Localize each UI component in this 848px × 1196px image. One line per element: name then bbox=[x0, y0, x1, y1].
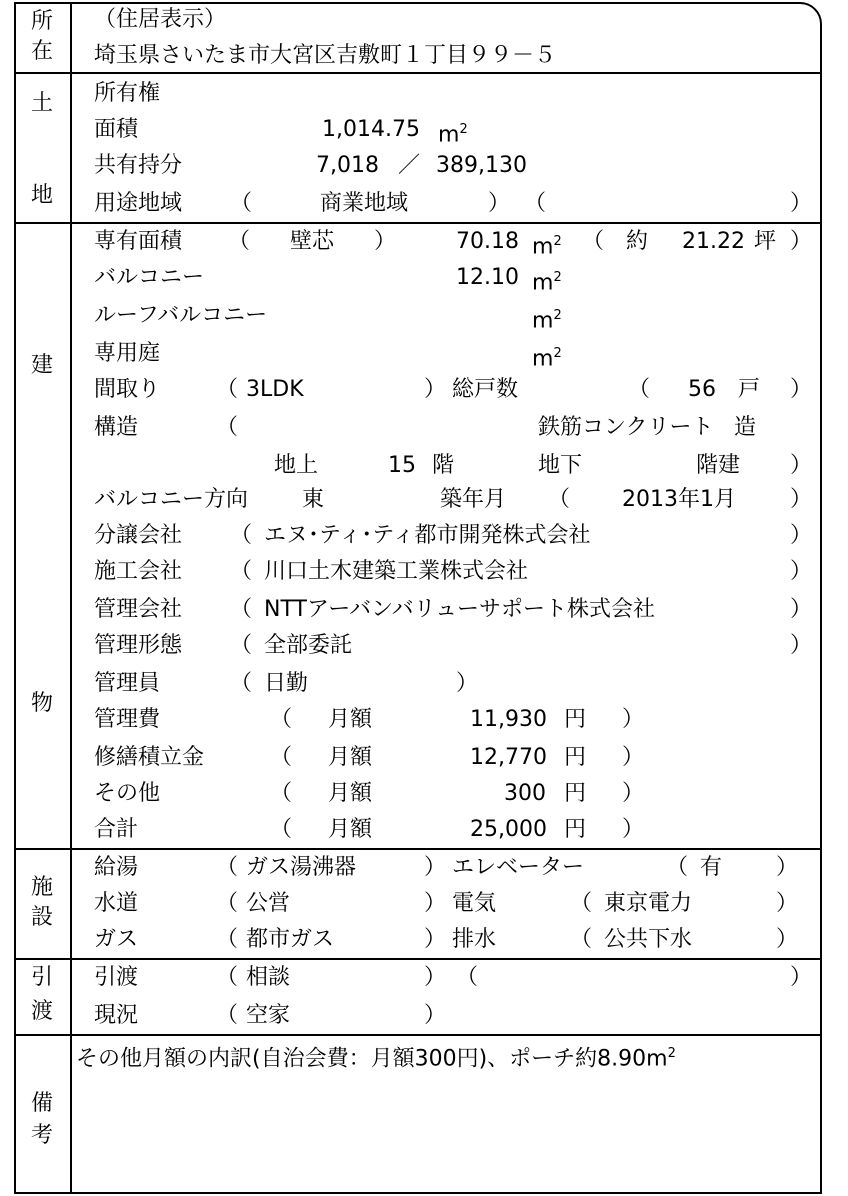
label-location-2: 在 bbox=[30, 39, 53, 64]
paren: ） bbox=[622, 745, 645, 770]
paren: ） bbox=[424, 377, 447, 402]
paren: ） bbox=[790, 633, 813, 658]
location-address: 埼玉県さいたま市大宮区吉敷町１丁目９９－５ bbox=[94, 43, 557, 68]
paren: ） bbox=[790, 453, 813, 478]
paren: （ bbox=[230, 597, 253, 622]
mgmt-type-value: 全部委託 bbox=[264, 633, 353, 658]
paren: （ bbox=[216, 927, 239, 952]
approx: 約 bbox=[626, 229, 649, 254]
balcony-label: バルコニー bbox=[94, 265, 205, 290]
handover-label: 引渡 bbox=[94, 965, 139, 990]
tsubo-unit: 坪 bbox=[754, 229, 777, 254]
paren: ） bbox=[790, 965, 813, 990]
divider-land-building bbox=[14, 222, 822, 224]
manager-value: NTTアーバンバリューサポート株式会社 bbox=[264, 597, 655, 622]
paren: （ bbox=[628, 377, 651, 402]
manager-label: 管理会社 bbox=[94, 597, 183, 622]
paren: ） bbox=[790, 229, 813, 254]
status-label: 現況 bbox=[94, 1003, 139, 1028]
drain-value: 公共下水 bbox=[604, 927, 693, 952]
other-label: その他 bbox=[94, 781, 161, 806]
paren: （ bbox=[570, 891, 593, 916]
other-value: 300 bbox=[504, 781, 546, 806]
water-value: 公営 bbox=[246, 891, 291, 916]
unit: $m^2$ bbox=[532, 234, 562, 260]
label-remarks-1: 備 bbox=[30, 1091, 53, 1116]
built-value: 2013年1月 bbox=[622, 487, 736, 512]
paren: ） bbox=[790, 377, 813, 402]
land-zoning2-open: （ bbox=[524, 191, 547, 216]
paren: （ bbox=[228, 229, 251, 254]
paren: ） bbox=[622, 707, 645, 732]
paren: （ bbox=[666, 855, 689, 880]
label-land-2: 地 bbox=[30, 183, 53, 208]
repair-value: 12,770 bbox=[470, 745, 547, 770]
constructor-label: 施工会社 bbox=[94, 559, 183, 584]
exclusive-area-value: 70.18 bbox=[456, 229, 519, 254]
floor-unit: 階 bbox=[432, 453, 455, 478]
land-zoning-value: 商業地域 bbox=[320, 191, 409, 216]
land-area-label: 面積 bbox=[94, 117, 139, 142]
column-divider bbox=[70, 2, 72, 1194]
paren: ） bbox=[424, 965, 447, 990]
below-ground: 地下 bbox=[538, 453, 583, 478]
structure-value: 鉄筋コンクリート bbox=[538, 415, 714, 440]
paren: ） bbox=[622, 781, 645, 806]
electric-label: 電気 bbox=[452, 891, 497, 916]
gas-label: ガス bbox=[94, 927, 139, 952]
developer-label: 分譲会社 bbox=[94, 523, 183, 548]
paren: ） bbox=[790, 523, 813, 548]
electric-value: 東京電力 bbox=[604, 891, 693, 916]
floor-building: 階建 bbox=[696, 453, 741, 478]
layout-value: 3LDK bbox=[246, 377, 304, 402]
balcony-dir-label: バルコニー方向 bbox=[94, 487, 249, 512]
paren: ） bbox=[790, 559, 813, 584]
label-building-2: 物 bbox=[30, 691, 53, 716]
paren: ） bbox=[374, 229, 397, 254]
yen: 円 bbox=[564, 781, 587, 806]
paren: （ bbox=[456, 965, 479, 990]
status-value: 空家 bbox=[246, 1003, 291, 1028]
label-handover-2: 渡 bbox=[30, 999, 53, 1024]
label-facilities-2: 設 bbox=[30, 905, 53, 930]
monthly: 月額 bbox=[328, 817, 373, 842]
wall-center: 壁芯 bbox=[290, 229, 335, 254]
paren: （ bbox=[216, 855, 239, 880]
land-zoning-label: 用途地域 bbox=[94, 191, 183, 216]
elevator-label: エレベーター bbox=[452, 855, 585, 880]
layout-label: 間取り bbox=[94, 377, 161, 402]
yen: 円 bbox=[564, 707, 587, 732]
paren: （ bbox=[216, 377, 239, 402]
mgmt-type-label: 管理形態 bbox=[94, 633, 183, 658]
unit: $m^2$ bbox=[532, 270, 562, 296]
mgmt-fee-label: 管理費 bbox=[94, 707, 161, 732]
label-remarks-2: 考 bbox=[30, 1123, 53, 1148]
label-building-1: 建 bbox=[30, 353, 53, 378]
structure-label: 構造 bbox=[94, 415, 139, 440]
paren: ） bbox=[424, 855, 447, 880]
paren: （ bbox=[216, 415, 239, 440]
paren: ） bbox=[790, 487, 813, 512]
divider-facilities-handover bbox=[14, 958, 822, 960]
units-suffix: 戸 bbox=[738, 377, 761, 402]
handover-value: 相談 bbox=[246, 965, 291, 990]
structure-suffix: 造 bbox=[734, 415, 757, 440]
janitor-label: 管理員 bbox=[94, 671, 161, 696]
unit: $m^2$ bbox=[532, 308, 562, 334]
paren: ） bbox=[456, 671, 479, 696]
hot-water-label: 給湯 bbox=[94, 855, 139, 880]
land-share-den: 389,130 bbox=[436, 153, 527, 178]
land-share-num: 7,018 bbox=[316, 153, 379, 178]
yen: 円 bbox=[564, 745, 587, 770]
paren: （ bbox=[216, 965, 239, 990]
paren: ） bbox=[776, 855, 799, 880]
land-area-value: 1,014.75 bbox=[322, 117, 420, 142]
private-garden-label: 専用庭 bbox=[94, 341, 161, 366]
exclusive-area-label: 専有面積 bbox=[94, 229, 183, 254]
divider-handover-remarks bbox=[14, 1034, 822, 1036]
paren: （ bbox=[270, 817, 293, 842]
total-label: 合計 bbox=[94, 817, 139, 842]
land-share-label: 共有持分 bbox=[94, 153, 183, 178]
constructor-value: 川口土木建築工業株式会社 bbox=[264, 559, 529, 584]
monthly: 月額 bbox=[328, 745, 373, 770]
balcony-value: 12.10 bbox=[456, 265, 519, 290]
unit: $m^2$ bbox=[532, 346, 562, 372]
paren: （ bbox=[270, 745, 293, 770]
paren: （ bbox=[582, 229, 605, 254]
monthly: 月額 bbox=[328, 781, 373, 806]
yen: 円 bbox=[564, 817, 587, 842]
paren: （ bbox=[230, 523, 253, 548]
total-value: 25,000 bbox=[470, 817, 547, 842]
land-share-slash: ／ bbox=[398, 153, 421, 178]
paren: （ bbox=[230, 633, 253, 658]
hot-water-value: ガス湯沸器 bbox=[246, 855, 357, 880]
location-note: （住居表示） bbox=[94, 7, 227, 32]
janitor-value: 日勤 bbox=[264, 671, 309, 696]
land-zoning2-close: ） bbox=[790, 191, 813, 216]
paren: （ bbox=[548, 487, 571, 512]
label-handover-1: 引 bbox=[30, 965, 53, 990]
land-zoning-close: ） bbox=[488, 191, 511, 216]
paren: ） bbox=[424, 891, 447, 916]
balcony-dir-value: 東 bbox=[302, 487, 325, 512]
paren: （ bbox=[230, 559, 253, 584]
label-land-1: 土 bbox=[30, 91, 53, 116]
tsubo-value: 21.22 bbox=[682, 229, 745, 254]
remarks-text: その他月額の内訳(自治会費：月額300円)、ポーチ約$8.90m^2$ bbox=[76, 1046, 676, 1072]
gas-value: 都市ガス bbox=[246, 927, 335, 952]
divider-building-facilities bbox=[14, 848, 822, 850]
elevator-value: 有 bbox=[700, 855, 723, 880]
total-units-label: 総戸数 bbox=[452, 377, 519, 402]
land-area-unit: $m^2$ bbox=[438, 122, 468, 148]
land-rights: 所有権 bbox=[94, 81, 161, 106]
paren: （ bbox=[570, 927, 593, 952]
paren: ） bbox=[776, 927, 799, 952]
paren: ） bbox=[424, 927, 447, 952]
roof-balcony-label: ルーフバルコニー bbox=[94, 303, 268, 328]
mgmt-fee-value: 11,930 bbox=[470, 707, 547, 732]
paren: （ bbox=[270, 707, 293, 732]
paren: （ bbox=[216, 1003, 239, 1028]
total-units-value: 56 bbox=[688, 377, 716, 402]
above-ground: 地上 bbox=[274, 453, 319, 478]
paren: （ bbox=[230, 671, 253, 696]
paren: ） bbox=[790, 597, 813, 622]
paren: ） bbox=[776, 891, 799, 916]
label-location-1: 所 bbox=[30, 9, 53, 34]
floors-above: 15 bbox=[388, 453, 416, 478]
repair-label: 修繕積立金 bbox=[94, 745, 205, 770]
monthly: 月額 bbox=[328, 707, 373, 732]
divider-location-land bbox=[14, 72, 822, 74]
label-facilities-1: 施 bbox=[30, 875, 53, 900]
paren: （ bbox=[270, 781, 293, 806]
paren: ） bbox=[622, 817, 645, 842]
drain-label: 排水 bbox=[452, 927, 497, 952]
paren: （ bbox=[216, 891, 239, 916]
land-zoning-open: （ bbox=[230, 191, 253, 216]
paren: ） bbox=[424, 1003, 447, 1028]
water-label: 水道 bbox=[94, 891, 139, 916]
developer-value: エヌ･ティ･ティ都市開発株式会社 bbox=[264, 523, 591, 548]
built-label: 築年月 bbox=[440, 487, 507, 512]
